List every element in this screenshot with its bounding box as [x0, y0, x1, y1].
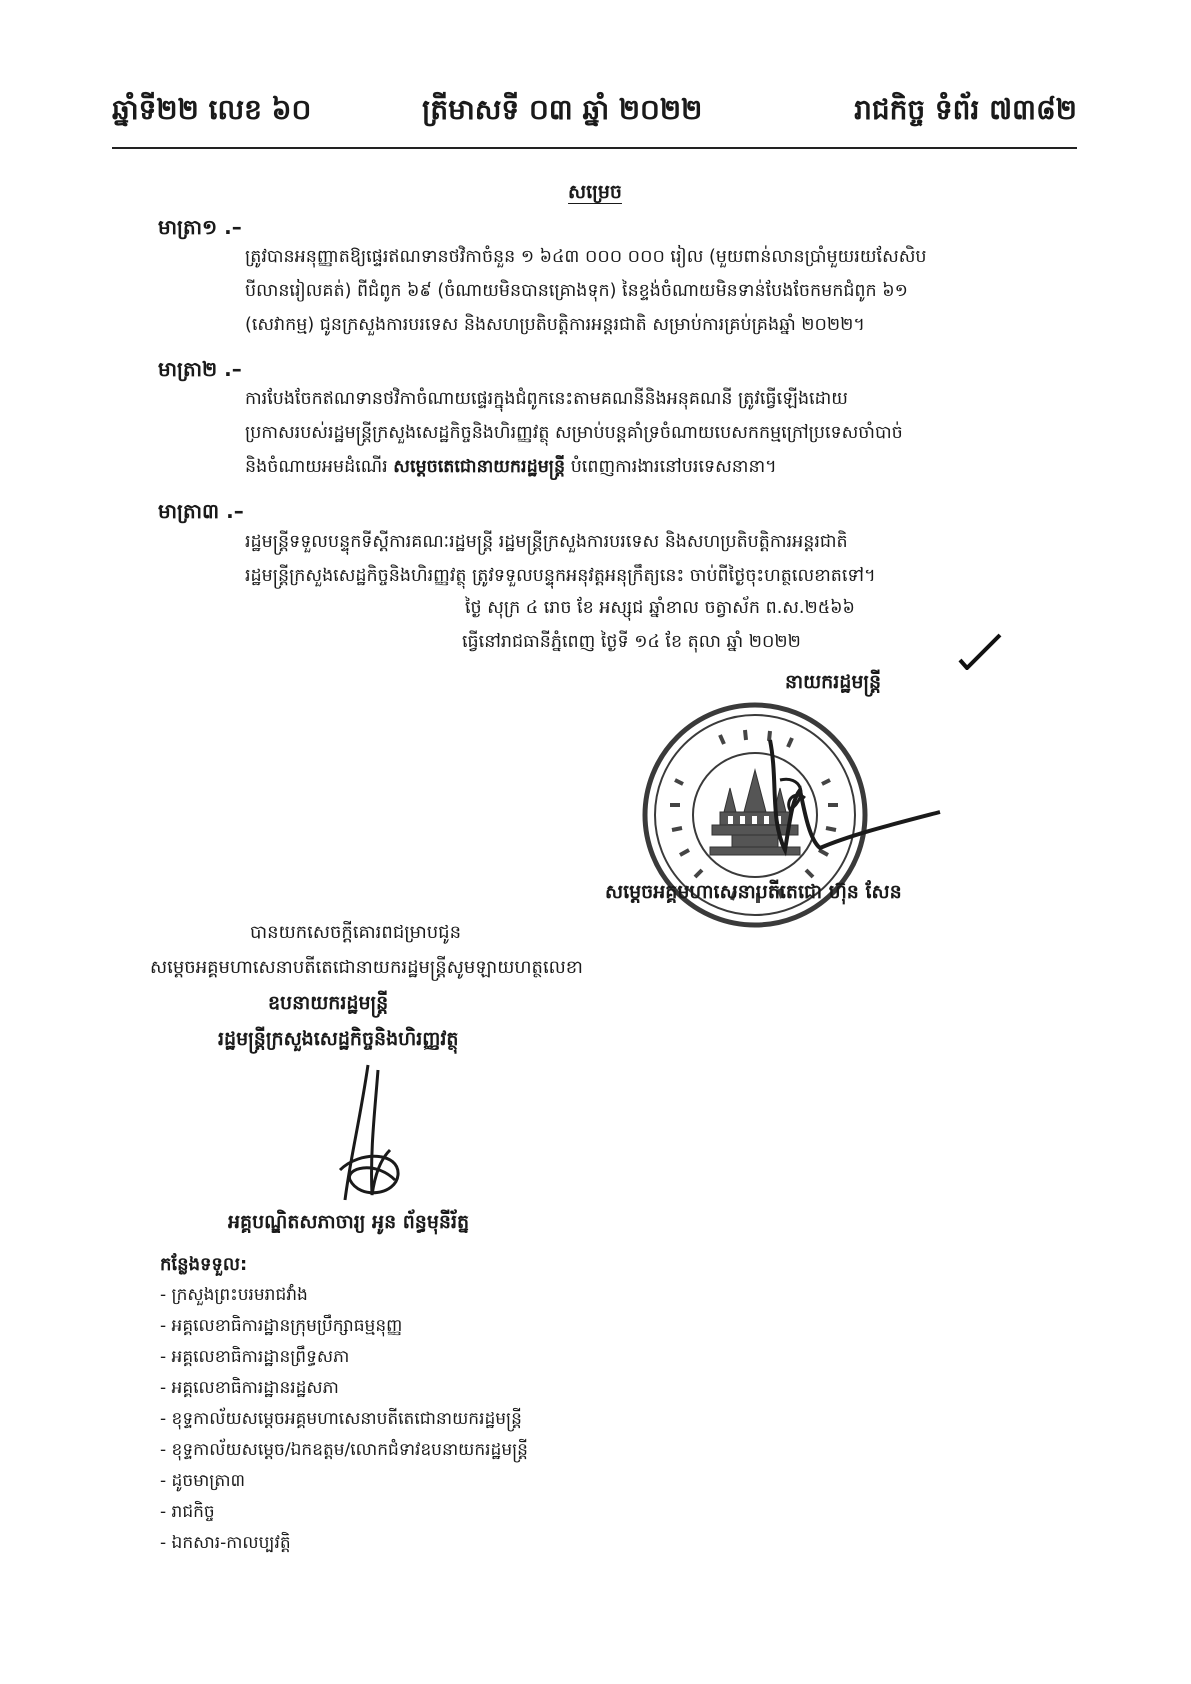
recipients-title: កន្លែងទទួល:: [160, 1254, 248, 1275]
gazette-header: [112, 92, 1077, 142]
recipient-item: - អគ្គលេខាធិការដ្ឋានរដ្ឋសភា: [160, 1378, 339, 1398]
check-mark-icon: [955, 630, 1005, 670]
article-2-line-3-text: និងចំណាយអមដំណើរ: [245, 457, 388, 477]
decision-title: សម្រេច: [568, 181, 622, 203]
article-2-heading: មាត្រា២ .–: [158, 357, 242, 381]
article-1-heading: មាត្រា១ .–: [158, 215, 242, 239]
finance-minister-signature: [320, 1060, 460, 1210]
finance-minister-title: រដ្ឋមន្ត្រីក្រសួងសេដ្ឋកិច្ចនិងហិរញ្ញវត្ថុ: [218, 1028, 459, 1050]
submission-line-2: សម្តេចអគ្គមហាសេនាបតីតេជោនាយករដ្ឋមន្ត្រីសូមឡាយហត្ថលេខា: [150, 957, 583, 978]
article-2-bold-phrase: សម្តេចតេជោនាយករដ្ឋមន្ត្រី: [393, 457, 566, 477]
article-3-line-2: រដ្ឋមន្ត្រីក្រសួងសេដ្ឋកិច្ចនិងហិរញ្ញវត្ថុ ត្រូវទទួលបន្ទុកអនុវត្តអនុក្រឹត្យនេះ ចាប់ពីថ្ងៃចុះហត្ថលេខាតទៅ។: [245, 566, 876, 586]
recipient-item: - អគ្គលេខាធិការដ្ឋានព្រឹទ្ធសភា: [160, 1347, 350, 1367]
article-3-heading: មាត្រា៣ .–: [158, 499, 244, 523]
recipient-item: - ឯកសារ-កាលប្បវត្តិ: [160, 1533, 291, 1553]
header-year-issue: ឆ្នាំទី២២ លេខ ៦០: [112, 93, 312, 126]
signatory-title: នាយករដ្ឋមន្ត្រី: [785, 671, 882, 693]
header-quarter: ត្រីមាសទី ០៣ ឆ្នាំ ២០២២: [422, 93, 703, 126]
article-1-line-3: (សេវាកម្ម) ជូនក្រសួងការបរទេស និងសហប្រតិបត្តិការអន្តរជាតិ សម្រាប់ការគ្រប់គ្រងឆ្នាំ ២០២២។: [245, 315, 865, 335]
recipient-item: - ខុទ្ទកាល័យសម្តេចអគ្គមហាសេនាបតីតេជោនាយករដ្ឋមន្ត្រី: [160, 1409, 522, 1429]
recipient-item: - ដូចមាត្រា៣: [160, 1471, 246, 1491]
article-1-line-1: ត្រូវបានអនុញ្ញាតឱ្យផ្ទេរឥណទានថវិកាចំនួន ១ ៦៤៣ ០០០ ០០០ រៀល (មួយពាន់លានប្រាំមួយរយសែសិប: [245, 247, 927, 267]
recipient-item: - អគ្គលេខាធិការដ្ឋានក្រុមប្រឹក្សាធម្មនុញ្ញ: [160, 1316, 403, 1336]
place-and-date: ធ្វើនៅរាជធានីភ្នំពេញ ថ្ងៃទី ១៤ ខែ តុលា ឆ្នាំ ២០២២: [462, 632, 801, 652]
header-page: រាជកិច្ច ទំព័រ ៧៣៨២: [854, 93, 1077, 126]
deputy-pm-title: ឧបនាយករដ្ឋមន្ត្រី: [268, 992, 389, 1014]
article-2-tail: បំពេញការងារនៅបរទេសនានា។: [570, 457, 777, 477]
header-divider: [112, 147, 1077, 149]
article-2-line-3: [245, 452, 1045, 482]
lunar-date: ថ្ងៃ សុក្រ ៤ រោច ខែ អស្សុជ ឆ្នាំខាល ចត្វាស័ក ព.ស.២៥៦៦: [465, 598, 855, 618]
article-2-line-1: ការបែងចែកឥណទានថវិកាចំណាយផ្ទេរក្នុងជំពូកនេះតាមគណនីនិងអនុគណនី ត្រូវធ្វើឡើងដោយ: [245, 389, 848, 409]
finance-minister-name: អគ្គបណ្ឌិតសភាចារ្យ អូន ព័ន្ធមុនីរ័ត្ន: [228, 1211, 470, 1233]
article-2-line-2: ប្រកាសរបស់រដ្ឋមន្ត្រីក្រសួងសេដ្ឋកិច្ចនិងហិរញ្ញវត្ថុ សម្រាប់បន្តគាំទ្រចំណាយបេសកកម្មក្រៅប្រទេសចាំបាច់: [245, 423, 903, 443]
article-1-line-2: បីលានរៀលគត់) ពីជំពូក ៦៩ (ចំណាយមិនបានគ្រោងទុក) នៃខ្ទង់ចំណាយមិនទាន់បែងចែកមកជំពូក ៦១: [245, 281, 908, 301]
recipient-item: - រាជកិច្ច: [160, 1502, 215, 1522]
recipients-list: [160, 1280, 528, 1559]
submission-line-1: បានយកសេចក្តីគោរពជម្រាបជូន: [250, 922, 462, 943]
prime-minister-signature: [730, 720, 950, 880]
recipient-item: - ខុទ្ទកាល័យសម្តេច/ឯកឧត្តម/លោកជំទាវឧបនាយករដ្ឋមន្ត្រី: [160, 1440, 528, 1460]
recipient-item: - ក្រសួងព្រះបរមរាជវាំង: [160, 1285, 308, 1305]
article-3-line-1: រដ្ឋមន្ត្រីទទួលបន្ទុកទីស្តីការគណៈរដ្ឋមន្ត្រី រដ្ឋមន្ត្រីក្រសួងការបរទេស និងសហប្រតិបត្តិការអន្តរជាតិ: [245, 532, 848, 552]
signatory-name: សម្តេចអគ្គមហាសេនាបតីតេជោ ហ៊ុន សែន: [605, 881, 902, 903]
